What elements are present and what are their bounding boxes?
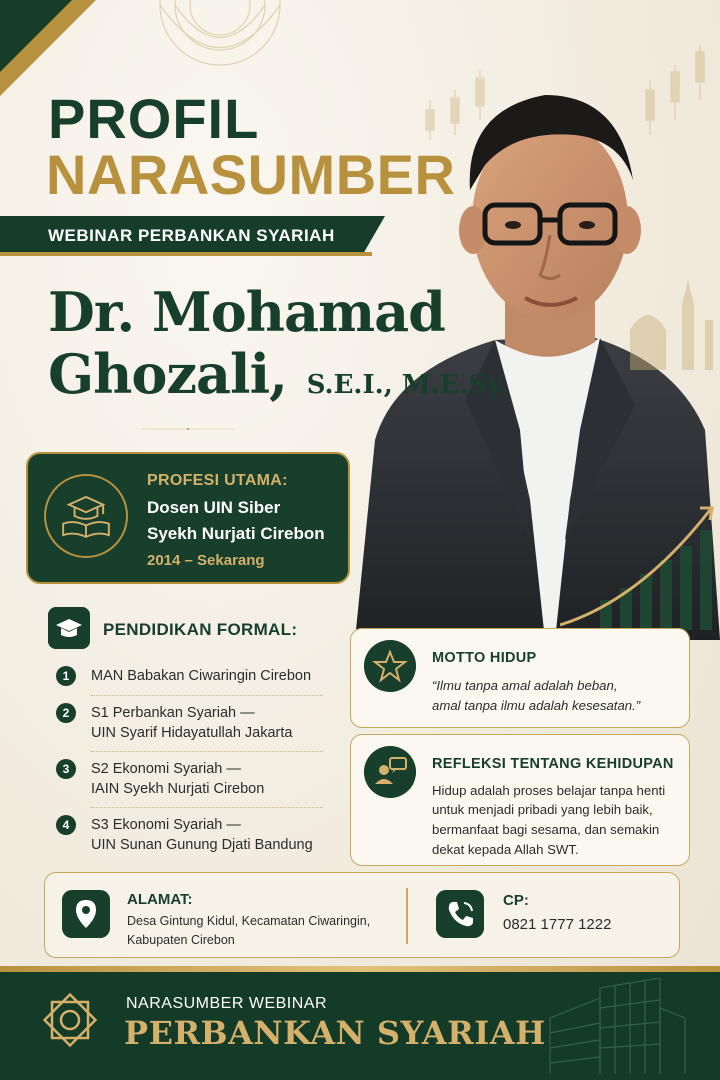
mosque-silhouette: [620, 275, 720, 370]
education-item-1-line1: MAN Babakan Ciwaringin Cirebon: [91, 668, 312, 684]
islamic-star-emblem-icon: [38, 988, 102, 1052]
location-pin-icon: [62, 890, 110, 938]
profession-years: 2014 – Sekarang: [147, 552, 265, 569]
education-item-2-line1: S1 Perbankan Syariah —: [91, 705, 255, 721]
title-narasumber: NARASUMBER: [46, 143, 456, 206]
phone-number[interactable]: 0821 1777 1222: [503, 916, 612, 933]
contact-divider: [406, 888, 408, 944]
profession-label: PROFESI UTAMA:: [147, 472, 288, 489]
education-separator: [91, 695, 323, 696]
mandala-ornament: [135, 0, 305, 70]
education-item-4-line1: S3 Ekonomi Syariah —: [91, 817, 241, 833]
education-item-4: [91, 815, 313, 855]
growth-chart-decoration: [560, 500, 720, 630]
motto-line2: amal tanpa ilmu adalah kesesatan.”: [432, 698, 641, 713]
motto-line1: “Ilmu tanpa amal adalah beban,: [432, 678, 618, 693]
person-speech-icon: [364, 746, 416, 798]
name-divider: [48, 428, 328, 430]
reflection-line4: dekat kepada Allah SWT.: [432, 842, 579, 857]
speaker-name-line2: [48, 342, 508, 406]
speaker-name-line1: Dr. Mohamad: [48, 280, 445, 344]
education-separator: [91, 807, 323, 808]
banner-text: WEBINAR PERBANKAN SYARIAH: [48, 226, 335, 245]
banner-gold-line: [0, 252, 372, 256]
education-item-4-line2: UIN Sunan Gunung Djati Bandung: [91, 837, 313, 853]
education-item-2-line2: UIN Syarif Hidayatullah Jakarta: [91, 725, 293, 741]
education-number-1: 1: [56, 666, 76, 686]
education-title: PENDIDIKAN FORMAL:: [103, 620, 298, 639]
education-separator: [91, 751, 323, 752]
speaker-degrees: S.E.I., M.E.Sy.: [306, 370, 509, 400]
education-item-3-line1: S2 Ekonomi Syariah —: [91, 761, 241, 777]
education-number-4: 4: [56, 815, 76, 835]
education-item-2: [91, 703, 292, 743]
building-outline-icon: [540, 978, 690, 1074]
star-icon: [364, 640, 416, 692]
profession-line1: Dosen UIN Siber: [147, 498, 281, 517]
graduation-book-icon: [44, 474, 128, 558]
education-item-1: [91, 666, 311, 686]
reflection-line3: bermanfaat bagi sesama, dan semakin: [432, 822, 660, 837]
cp-title: CP:: [503, 892, 529, 909]
address-title: ALAMAT:: [127, 891, 193, 908]
education-number-3: 3: [56, 759, 76, 779]
education-number-2: 2: [56, 703, 76, 723]
title-profil: PROFIL: [48, 87, 260, 150]
address-line2: Kabupaten Cirebon: [127, 933, 235, 947]
phone-icon: [436, 890, 484, 938]
address-line1: Desa Gintung Kidul, Kecamatan Ciwaringin,: [127, 914, 371, 928]
graduation-cap-icon: [48, 607, 90, 649]
footer-subtitle: NARASUMBER WEBINAR: [126, 995, 328, 1012]
footer-title: PERBANKAN SYARIAH: [124, 1014, 546, 1052]
speaker-surname: Ghozali,: [48, 342, 287, 406]
reflection-line2: untuk menjadi pribadi yang lebih baik,: [432, 802, 653, 817]
reflection-title: REFLEKSI TENTANG KEHIDUPAN: [432, 756, 674, 772]
reflection-line1: Hidup adalah proses belajar tanpa henti: [432, 783, 666, 798]
profession-line2: Syekh Nurjati Cirebon: [147, 524, 325, 543]
education-item-3: [91, 759, 264, 799]
education-item-3-line2: IAIN Syekh Nurjati Cirebon: [91, 781, 265, 797]
motto-title: MOTTO HIDUP: [432, 650, 537, 666]
